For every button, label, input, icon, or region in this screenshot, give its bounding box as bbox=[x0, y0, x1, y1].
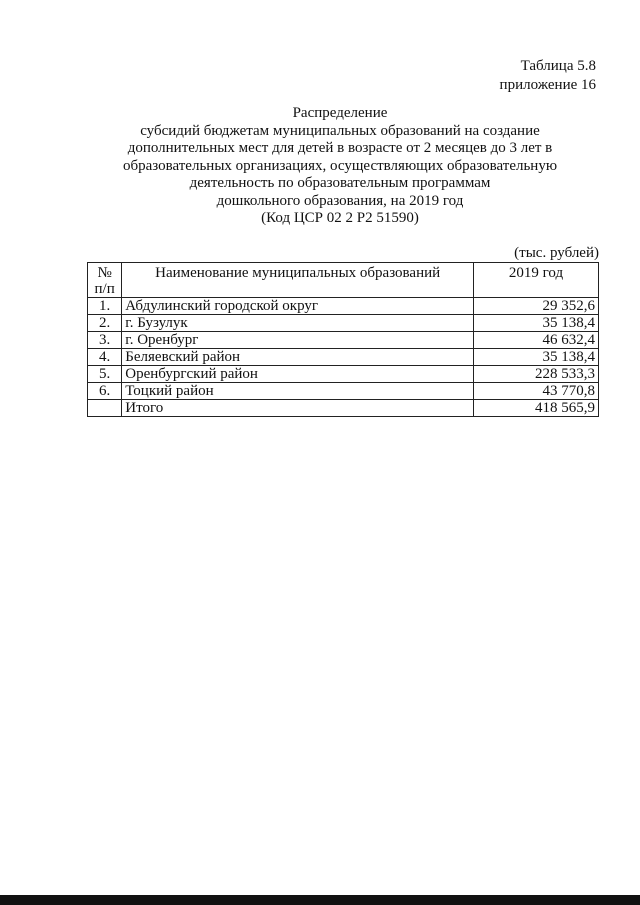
table-total-row bbox=[88, 400, 599, 417]
table-row bbox=[88, 349, 599, 366]
total-spacer bbox=[88, 400, 122, 417]
row-number: 4. bbox=[88, 349, 122, 366]
document-title bbox=[60, 105, 620, 228]
table-number-label: Таблица 5.8 bbox=[520, 58, 596, 74]
row-number: 1. bbox=[88, 298, 122, 315]
row-value: 228 533,3 bbox=[474, 366, 599, 383]
title-line: дошкольного образования, на 2019 год bbox=[216, 192, 464, 209]
row-value: 46 632,4 bbox=[474, 332, 599, 349]
table-row bbox=[88, 366, 599, 383]
scan-bottom-edge bbox=[0, 895, 640, 905]
row-value: 43 770,8 bbox=[474, 383, 599, 400]
table-header-row bbox=[88, 263, 599, 298]
units-label: (тыс. рублей) bbox=[514, 245, 599, 261]
table-row bbox=[88, 315, 599, 332]
row-value: 35 138,4 bbox=[474, 349, 599, 366]
title-line: (Код ЦСР 02 2 P2 51590) bbox=[261, 210, 419, 226]
header-number: № п/п bbox=[88, 263, 122, 298]
appendix-label: приложение 16 bbox=[499, 77, 596, 93]
table-row bbox=[88, 298, 599, 315]
row-name: Тоцкий район bbox=[122, 383, 474, 400]
row-value: 35 138,4 bbox=[474, 315, 599, 332]
title-line: деятельность по образовательным программам bbox=[189, 175, 491, 191]
subsidy-table bbox=[87, 262, 599, 417]
total-value: 418 565,9 bbox=[474, 400, 599, 417]
table-row bbox=[88, 383, 599, 400]
header-name: Наименование муниципальных образований bbox=[122, 263, 474, 298]
total-label: Итого bbox=[122, 400, 474, 417]
row-name: Абдулинский городской округ bbox=[122, 298, 474, 315]
row-name: г. Оренбург bbox=[122, 332, 474, 349]
title-line: субсидий бюджетам муниципальных образований на создание bbox=[140, 122, 540, 139]
title-line: образовательных организациях, осуществляющих образовательную bbox=[122, 157, 558, 174]
title-line: дополнительных мест для детей в возрасте от 2 месяцев до 3 лет в bbox=[127, 140, 553, 156]
row-number: 6. bbox=[88, 383, 122, 400]
title-line: Распределение bbox=[292, 105, 388, 121]
row-number: 3. bbox=[88, 332, 122, 349]
row-name: г. Бузулук bbox=[122, 315, 474, 332]
row-number: 5. bbox=[88, 366, 122, 383]
row-value: 29 352,6 bbox=[474, 298, 599, 315]
row-name: Беляевский район bbox=[122, 349, 474, 366]
header-year: 2019 год bbox=[474, 263, 599, 298]
row-number: 2. bbox=[88, 315, 122, 332]
table-row bbox=[88, 332, 599, 349]
row-name: Оренбургский район bbox=[122, 366, 474, 383]
